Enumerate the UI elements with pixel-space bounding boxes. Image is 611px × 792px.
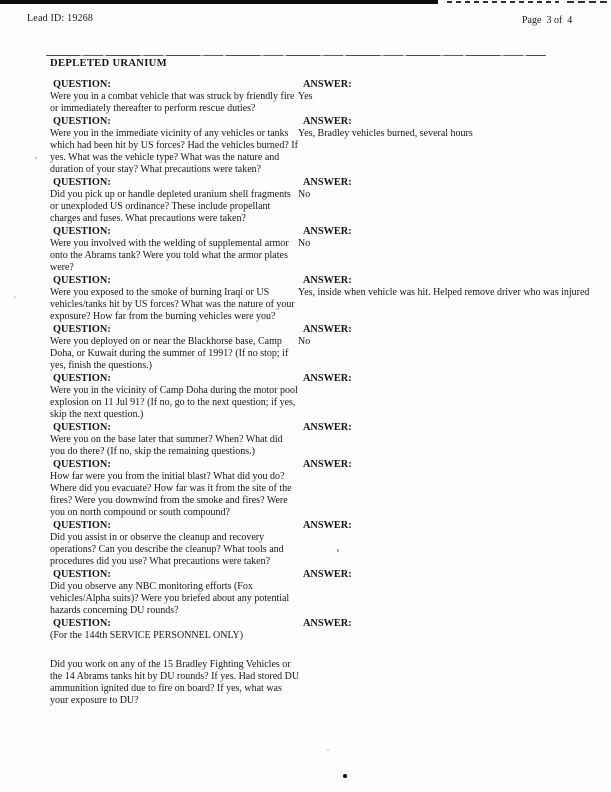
- qa-block: [50, 520, 598, 568]
- scan-edge-bar-dashes: [447, 1, 559, 3]
- question-label: QUESTION:: [53, 79, 111, 90]
- answer-label: ANSWER:: [303, 275, 352, 286]
- scan-artifact-speck: [337, 549, 339, 552]
- qa-block: [50, 373, 598, 421]
- qa-block: [50, 177, 598, 225]
- question-text: Were you involved with the welding of supplemental armor onto the Abrams tank? Were you told what the armor plates were?: [50, 238, 289, 273]
- question-label: QUESTION:: [53, 226, 111, 237]
- qa-block: [50, 275, 598, 323]
- question-text: Did you work on any of the 15 Bradley Fighting Vehicles or the 14 Abrams tanks hit by DU rounds? If yes. Had stored DU ammunition ignited due to fire on board? If yes, what was your exposure to DU?: [50, 659, 300, 706]
- qa-block-144th: [50, 618, 598, 707]
- question-label: QUESTION:: [53, 177, 111, 188]
- answer-text: Yes: [298, 91, 313, 102]
- answer-label: ANSWER:: [303, 373, 352, 384]
- answer-label: ANSWER:: [303, 177, 352, 188]
- answer-label: ANSWER:: [303, 116, 352, 127]
- question-text: Did you observe any NBC monitoring efforts (Fox vehicles/Alpha suits)? Were you briefed about any potential hazards concerning DU rounds?: [50, 581, 290, 616]
- answer-label: ANSWER:: [303, 520, 352, 531]
- answer-text: No: [298, 336, 311, 347]
- qa-block: [50, 422, 598, 458]
- question-label: QUESTION:: [53, 569, 111, 580]
- section-title: DEPLETED URANIUM: [50, 58, 167, 69]
- qa-block: [50, 116, 598, 176]
- question-label: QUESTION:: [53, 324, 111, 335]
- scan-edge-bar: [0, 0, 438, 4]
- question-text: Were you in the vicinity of Camp Doha during the motor pool explosion on 11 Jul 91? (If no, go to the next question; if yes, skip the next question.): [50, 385, 298, 420]
- answer-label: ANSWER:: [303, 569, 352, 580]
- scan-artifact-speck: [14, 296, 16, 298]
- lead-id-label: Lead ID: 19268: [27, 13, 94, 24]
- question-text: Were you in the immediate vicinity of any vehicles or tanks which had been hit by US forces? Had the vehicles burned? If yes. What was the vehicle type? What was the nature and duration of your stay? What precautions were taken?: [50, 128, 298, 175]
- page-number-label: Page 3 of 4: [522, 15, 573, 26]
- qa-block: [50, 569, 598, 617]
- question-label: QUESTION:: [53, 459, 111, 470]
- answer-text: Yes, inside when vehicle was hit. Helped remove driver who was injured: [298, 287, 590, 298]
- scan-artifact-speck: [327, 749, 329, 751]
- header-divider: [46, 55, 546, 56]
- answer-text: No: [298, 238, 311, 249]
- qa-block: [50, 324, 598, 372]
- question-text: How far were you from the initial blast? What did you do? Where did you evacuate? How far was it from the site of the fires? Were you downwind from the smoke and fires? Were you on north compound or south compound?: [50, 471, 292, 518]
- question-text: Were you deployed on or near the Blackhorse base, Camp Doha, or Kuwait during the summer of 1991? (If no stop; if yes, finish the questions.): [50, 336, 289, 371]
- question-text: Were you exposed to the smoke of burning Iraqi or US vehicles/tanks hit by US forces? What was the nature of your exposure? How far from the burning vehicles were you?: [50, 287, 295, 322]
- qa-block: [50, 459, 598, 519]
- scan-artifact-speck: [35, 157, 37, 159]
- question-label: QUESTION:: [53, 275, 111, 286]
- answer-label: ANSWER:: [303, 79, 352, 90]
- question-label: QUESTION:: [53, 520, 111, 531]
- answer-label: ANSWER:: [303, 324, 352, 335]
- answer-text: No: [298, 189, 311, 200]
- answer-label: ANSWER:: [303, 618, 352, 629]
- answer-label: ANSWER:: [303, 459, 352, 470]
- question-label: QUESTION:: [53, 422, 111, 433]
- answer-label: ANSWER:: [303, 226, 352, 237]
- question-text: Were you in a combat vehicle that was struck by friendly fire or immediately thereafter to perform rescue duties?: [50, 91, 295, 114]
- scan-artifact-dot: [343, 774, 347, 778]
- qa-block: [50, 226, 598, 274]
- question-label: QUESTION:: [53, 116, 111, 127]
- scan-edge-bar-dashes: [567, 1, 608, 3]
- question-label: QUESTION:: [53, 618, 111, 629]
- question-label: QUESTION:: [53, 373, 111, 384]
- question-text: Did you assist in or observe the cleanup and recovery operations? Can you describe the cleanup? What tools and procedures did you use? What precautions were taken?: [50, 532, 284, 567]
- answer-label: ANSWER:: [303, 422, 352, 433]
- answer-text: Yes, Bradley vehicles burned, several hours: [298, 128, 473, 139]
- questionnaire-body: [50, 58, 598, 707]
- service-personnel-note: (For the 144th SERVICE PERSONNEL ONLY): [50, 630, 244, 641]
- question-text: Did you pick up or handle depleted uranium shell fragments or unexploded US ordinance? These include propellant charges and fuses. What precautions were taken?: [50, 189, 291, 224]
- question-text: Were you on the base later that summer? When? What did you do there? (If no, skip the remaining questions.): [50, 434, 283, 457]
- qa-block: [50, 79, 598, 115]
